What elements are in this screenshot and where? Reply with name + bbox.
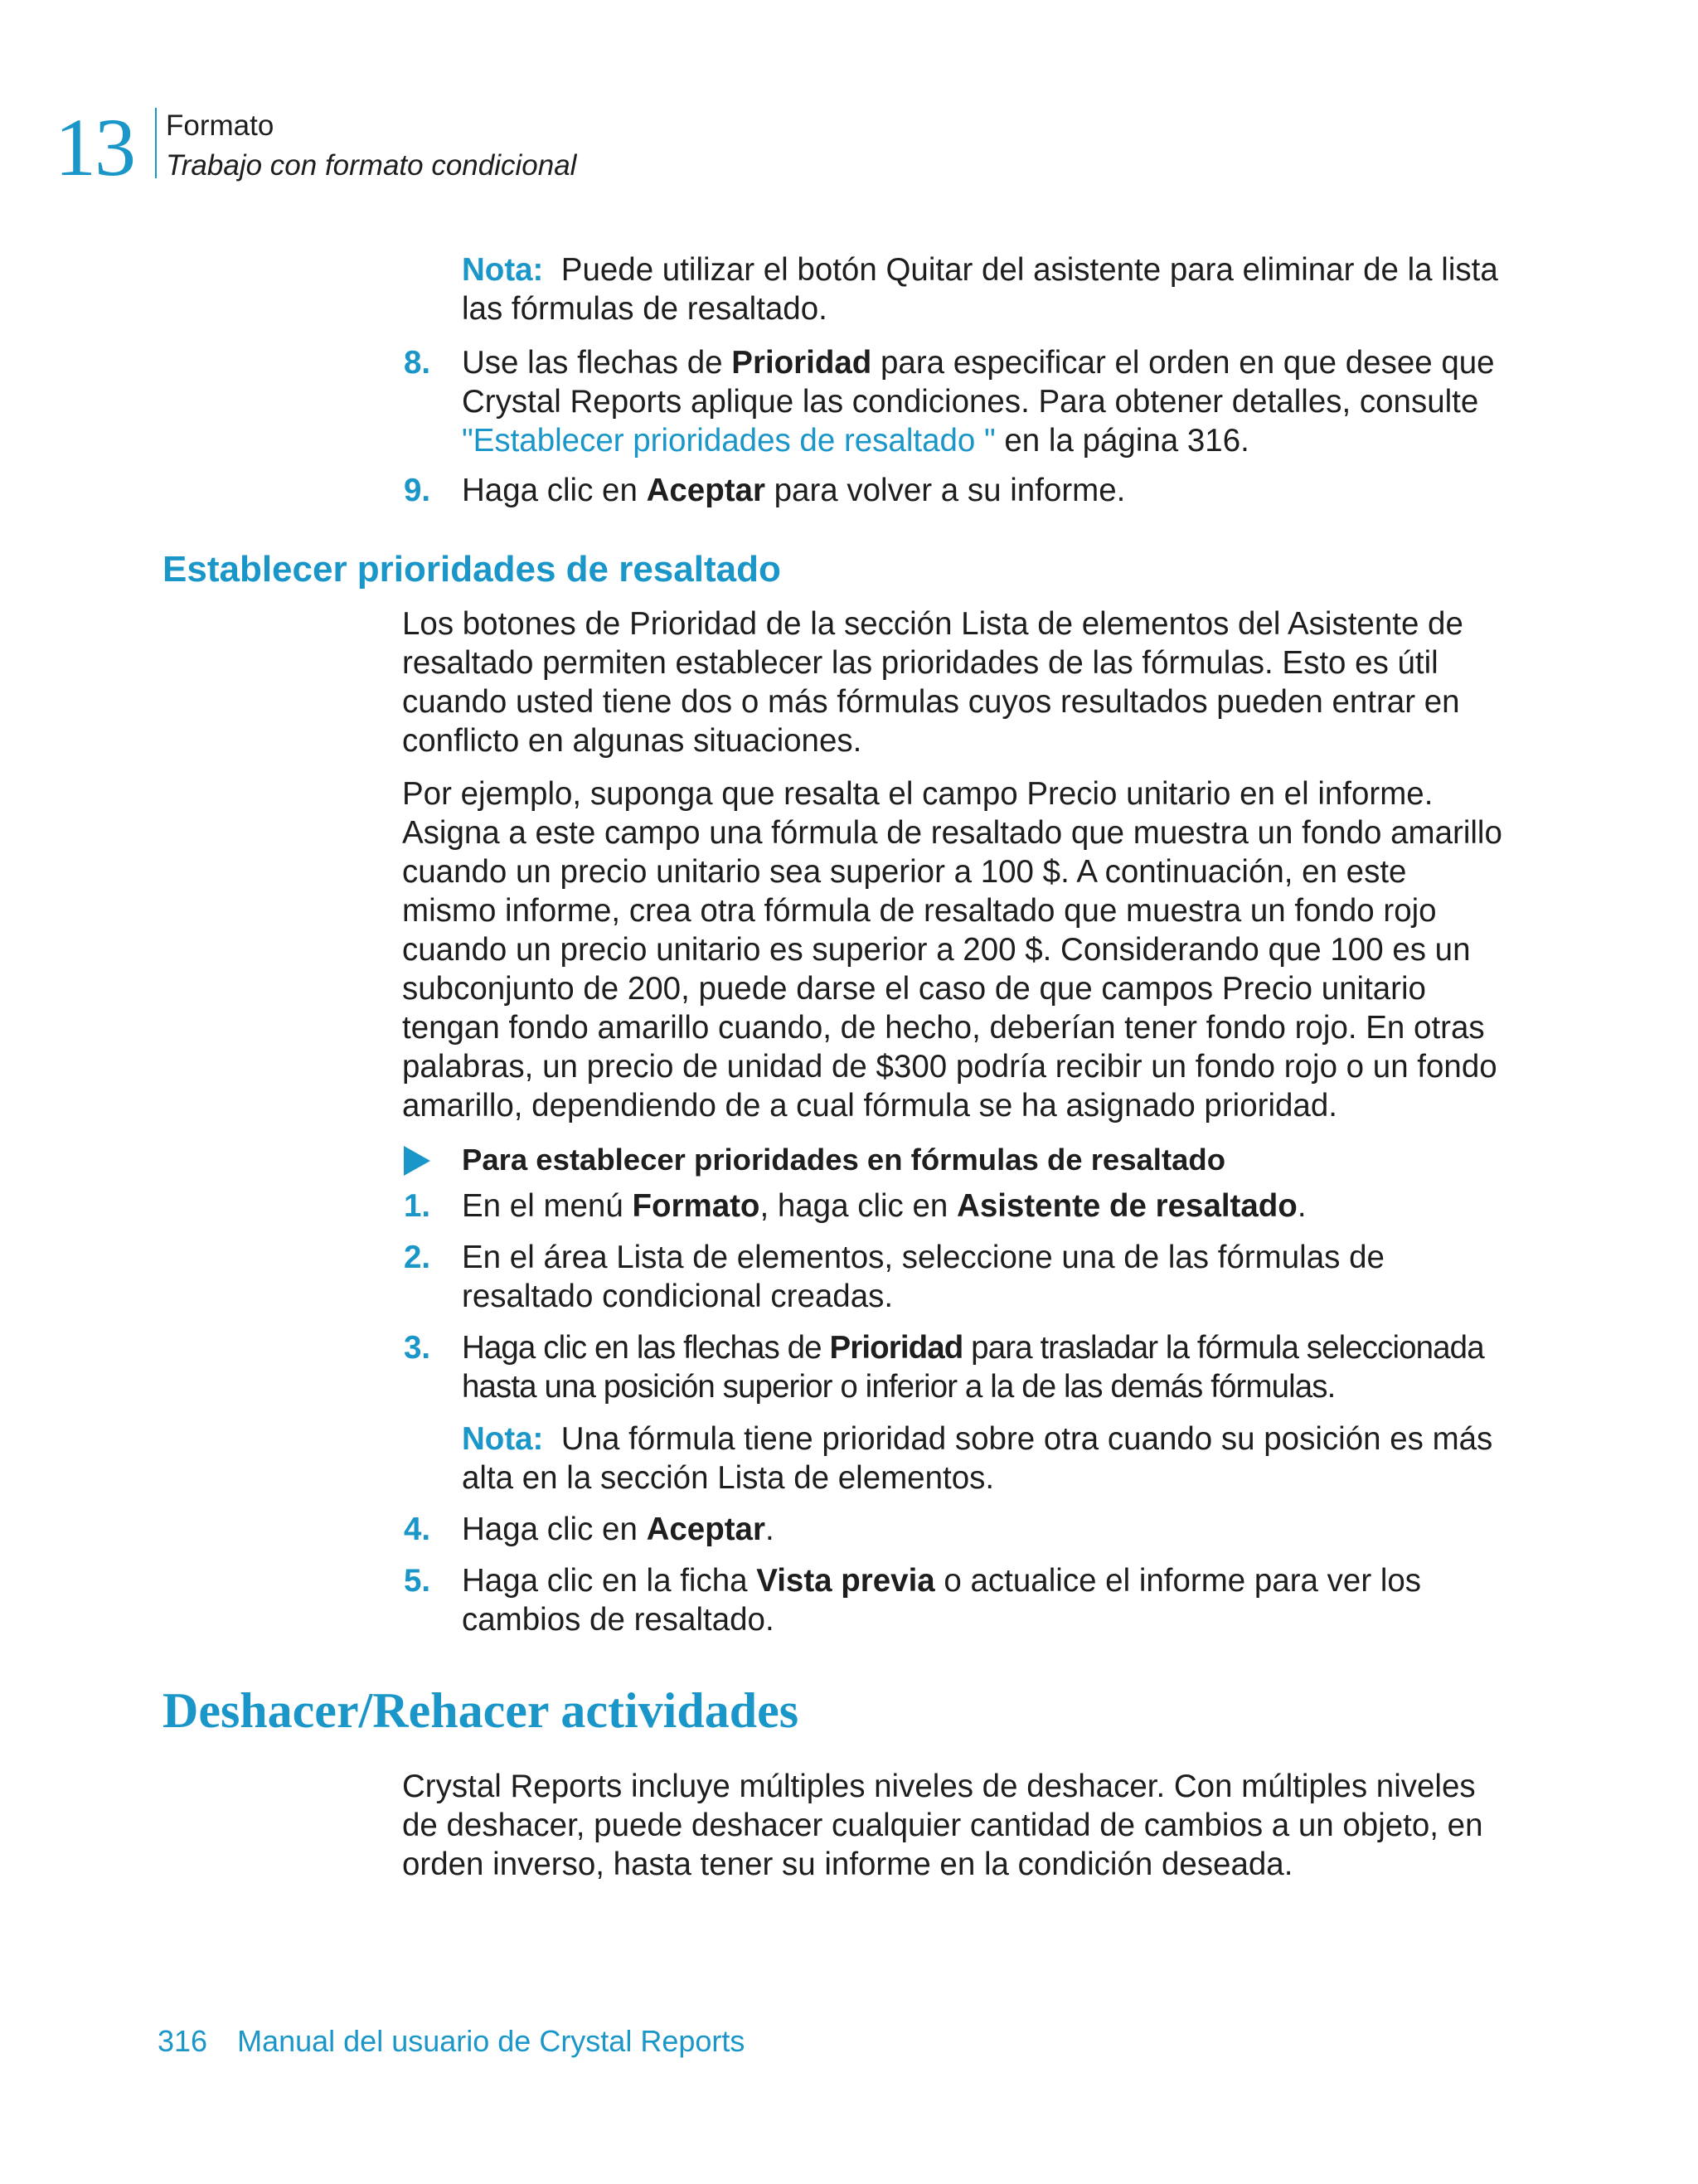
step-text: para trasladar la fórmula seleccionada bbox=[963, 1330, 1484, 1366]
paragraph-line: de deshacer, puede deshacer cualquier cantidad de cambios a un objeto, en bbox=[402, 1808, 1483, 1843]
paragraph-line: Por ejemplo, suponga que resalta el campo Precio unitario en el informe. bbox=[402, 776, 1434, 812]
note-label: Nota: bbox=[462, 1421, 544, 1457]
top-note-line-1 bbox=[462, 251, 1498, 290]
step-text: Haga clic en la ficha bbox=[462, 1563, 757, 1599]
step-text: Haga clic en bbox=[462, 1512, 647, 1547]
step-text: para volver a su informe. bbox=[764, 473, 1126, 508]
note-line-1 bbox=[462, 1420, 1492, 1459]
chapter-section-heading: Deshacer/Rehacer actividades bbox=[163, 1683, 799, 1738]
step-number: 9. bbox=[404, 473, 431, 508]
step-number: 2. bbox=[404, 1240, 431, 1275]
step-bold-text: Prioridad bbox=[731, 345, 872, 381]
step-9-line-1 bbox=[462, 472, 1125, 511]
step-text: . bbox=[1297, 1188, 1307, 1224]
step-8-line-1 bbox=[462, 344, 1495, 383]
step-3-line-2: hasta una posición superior o inferior a la de las demás fórmulas. bbox=[462, 1369, 1336, 1405]
paragraph-line: palabras, un precio de unidad de $300 podría recibir un fondo rojo o un fondo bbox=[402, 1049, 1497, 1085]
step-number: 1. bbox=[404, 1188, 431, 1224]
step-8-line-2: Crystal Reports aplique las condiciones. Para obtener detalles, consulte bbox=[462, 384, 1479, 420]
step-text: , haga clic en bbox=[759, 1188, 958, 1224]
step-number: 3. bbox=[404, 1330, 431, 1366]
page-number: 316 bbox=[158, 2024, 208, 2058]
paragraph-line: Los botones de Prioridad de la sección Lista de elementos del Asistente de bbox=[402, 606, 1463, 642]
step-8-line-3 bbox=[462, 422, 1249, 461]
step-3-line-1 bbox=[462, 1329, 1484, 1368]
page-footer bbox=[158, 2023, 745, 2060]
step-bold-text: Aceptar bbox=[646, 473, 765, 508]
paragraph-line: conflicto en algunas situaciones. bbox=[402, 723, 862, 759]
step-text: En el menú bbox=[462, 1188, 633, 1224]
step-5-line-1 bbox=[462, 1562, 1421, 1601]
step-4-line-1 bbox=[462, 1511, 774, 1550]
step-bold-text: Aceptar bbox=[646, 1512, 765, 1547]
step-text: . bbox=[764, 1512, 774, 1547]
procedure-arrow-icon bbox=[404, 1146, 430, 1176]
paragraph-line: cuando usted tiene dos o más fórmulas cuyos resultados pueden entrar en bbox=[402, 684, 1460, 720]
note-text: Una fórmula tiene prioridad sobre otra cuando su posición es más bbox=[560, 1421, 1493, 1457]
paragraph-line: tengan fondo amarillo cuando, de hecho, deberían tener fondo rojo. En otras bbox=[402, 1010, 1485, 1046]
paragraph-line: subconjunto de 200, puede darse el caso de que campos Precio unitario bbox=[402, 971, 1426, 1007]
step-bold-text: Prioridad bbox=[829, 1330, 963, 1366]
paragraph-line: Crystal Reports incluye múltiples niveles de deshacer. Con múltiples niveles bbox=[402, 1769, 1476, 1804]
paragraph-line: Asigna a este campo una fórmula de resaltado que muestra un fondo amarillo bbox=[402, 815, 1502, 851]
paragraph-line: mismo informe, crea otra fórmula de resaltado que muestra un fondo rojo bbox=[402, 893, 1437, 929]
paragraph-line: resaltado permiten establecer las prioridades de las fórmulas. Esto es útil bbox=[402, 645, 1438, 681]
step-5-line-2: cambios de resaltado. bbox=[462, 1602, 774, 1638]
procedure-title: Para establecer prioridades en fórmulas de resaltado bbox=[462, 1143, 1225, 1177]
note-label: Nota: bbox=[462, 252, 544, 288]
step-number: 4. bbox=[404, 1512, 431, 1547]
step-bold-text: Asistente de resaltado bbox=[957, 1188, 1298, 1224]
section-heading: Establecer prioridades de resaltado bbox=[163, 549, 781, 590]
step-text: para especificar el orden en que desee que bbox=[871, 345, 1495, 381]
chapter-number: 13 bbox=[55, 101, 134, 193]
section-title: Trabajo con formato condicional bbox=[166, 149, 577, 182]
step-text: Use las flechas de bbox=[462, 345, 732, 381]
paragraph-line: amarillo, dependiendo de a cual fórmula se ha asignado prioridad. bbox=[402, 1088, 1337, 1124]
cross-reference-link[interactable]: "Establecer prioridades de resaltado " bbox=[462, 423, 996, 459]
step-bold-text: Formato bbox=[632, 1188, 760, 1224]
top-note-line-2: las fórmulas de resaltado. bbox=[462, 291, 827, 327]
step-2-line-1: En el área Lista de elementos, seleccione una de las fórmulas de bbox=[462, 1240, 1385, 1275]
step-number: 8. bbox=[404, 345, 431, 381]
step-1-line-1 bbox=[462, 1187, 1307, 1226]
paragraph-line: cuando un precio unitario sea superior a 100 $. A continuación, en este bbox=[402, 854, 1407, 890]
book-title: Manual del usuario de Crystal Reports bbox=[237, 2024, 745, 2058]
note-line-2: alta en la sección Lista de elementos. bbox=[462, 1460, 995, 1496]
paragraph-line: cuando un precio unitario es superior a 200 $. Considerando que 100 es un bbox=[402, 932, 1471, 968]
step-text: Haga clic en bbox=[462, 473, 647, 508]
step-number: 5. bbox=[404, 1563, 431, 1599]
step-text: Haga clic en las flechas de bbox=[462, 1330, 830, 1366]
chapter-title: Formato bbox=[166, 109, 274, 142]
step-bold-text: Vista previa bbox=[756, 1563, 935, 1599]
paragraph-line: orden inverso, hasta tener su informe en la condición deseada. bbox=[402, 1847, 1293, 1882]
step-2-line-2: resaltado condicional creadas. bbox=[462, 1279, 894, 1314]
header-divider bbox=[155, 108, 157, 178]
step-text: o actualice el informe para ver los bbox=[934, 1563, 1422, 1599]
step-text: en la página 316. bbox=[995, 423, 1249, 459]
note-text: Puede utilizar el botón Quitar del asistente para eliminar de la lista bbox=[560, 252, 1498, 288]
